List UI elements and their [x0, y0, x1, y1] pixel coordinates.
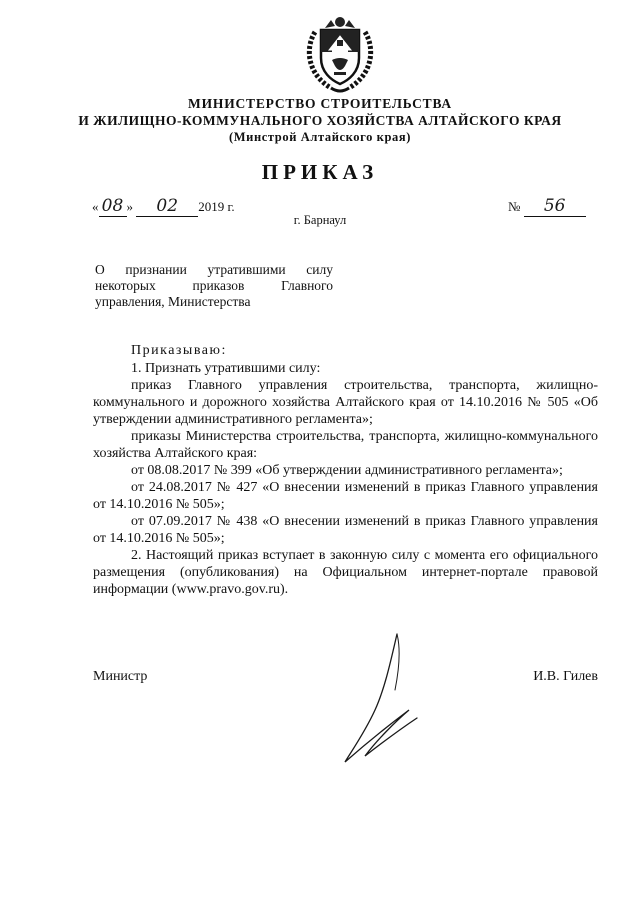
number-value: 56 [524, 196, 586, 217]
body-paragraph: 1. Признать утратившими силу: [131, 361, 321, 376]
signer-name: И.В. Гилев [533, 669, 598, 684]
ministry-name-line1: МИНИСТЕРСТВО СТРОИТЕЛЬСТВА [188, 96, 452, 111]
date-close-quote: » [126, 199, 133, 214]
body-paragraph: от 24.08.2017 № 427 «О внесении изменений в приказ Главного управления от 14.10.2016 № 505»; [93, 480, 598, 512]
date-open-quote: « [92, 199, 99, 214]
number-label: № [508, 199, 521, 214]
ministry-short-name: (Минстрой Алтайского края) [228, 130, 412, 144]
coat-of-arms-icon [301, 14, 379, 98]
body-paragraph: от 08.08.2017 № 399 «Об утверждении административного регламента»; [131, 463, 563, 478]
body-heading: Приказываю: [131, 343, 227, 358]
document-city: г. Барнаул [293, 213, 347, 227]
ministry-header [40, 96, 600, 146]
body-paragraph: от 07.09.2017 № 438 «О внесении изменений в приказ Главного управления от 14.10.2016 № 505»; [93, 514, 598, 546]
date-month: 02 [136, 196, 198, 217]
document-subject: О признании утратившими силу некоторых приказов Главного управления, Министерства [95, 262, 333, 309]
body-paragraph: приказ Главного управления строительства, транспорта, жилищно-коммунального и дорожного хозяйства Алтайского края от 14.10.2016 № 505 «Об утверждении административного регламента»; [93, 378, 598, 427]
date-day: 08 [99, 196, 127, 217]
signer-title: Министр [93, 669, 148, 684]
document-type-title: ПРИКАЗ [261, 160, 379, 184]
body-paragraph: приказы Министерства строительства, транспорта, жилищно-коммунального хозяйства Алтайского края: [93, 429, 598, 461]
document-body [93, 342, 598, 598]
ministry-name-line2: И ЖИЛИЩНО-КОММУНАЛЬНОГО ХОЗЯЙСТВА АЛТАЙСКОГО КРАЯ [78, 112, 562, 128]
signature-icon [325, 630, 435, 770]
date-year: 2019 г. [198, 199, 235, 214]
body-paragraph: 2. Настоящий приказ вступает в законную силу с момента его официального размещения (опубликования) на Официальном интернет-портале правовой информации (www.pravo.gov.ru). [93, 548, 598, 597]
